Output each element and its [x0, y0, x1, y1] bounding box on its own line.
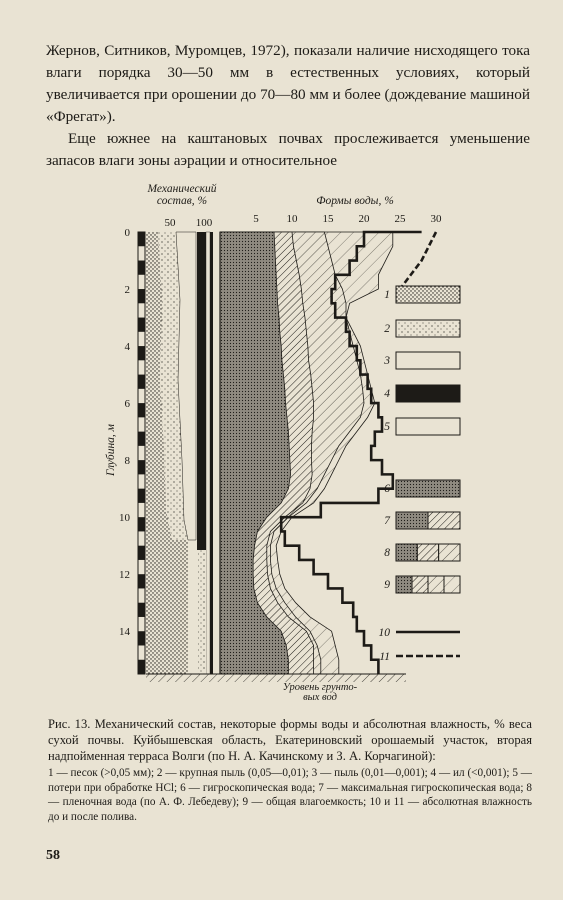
ruler-segment: [138, 660, 145, 674]
paragraph-1: Жернов, Ситников, Муромцев, 1972), показали наличие нисходящего тока влаги порядка 30—50 мм в естественных условиях, который увеличивается при орошении до 70—80 мм и более (дождевание машиной «Фрегат»).: [46, 42, 530, 125]
mech-label-line1: Механический: [147, 183, 217, 195]
depth-tick-label: 4: [124, 341, 130, 354]
paragraph-2: Еще южнее на каштановых почвах прослеживается уменьшение запасов влаги зоны аэрации и относительное: [46, 130, 530, 169]
ruler-segment: [138, 318, 145, 332]
legend-number: 5: [384, 421, 390, 433]
ruler-segment: [138, 289, 145, 303]
legend-swatch-part: [439, 544, 460, 561]
depth-tick-label: 0: [124, 227, 130, 239]
water-tick-label: 10: [286, 213, 298, 225]
legend-number: 7: [384, 515, 390, 527]
depth-tick-label: 14: [119, 626, 130, 639]
ruler-segment: [138, 489, 145, 503]
legend-number: 10: [378, 627, 390, 639]
groundwater-label-1: Уровень грунто-: [282, 682, 358, 693]
water-tick-label: 5: [253, 213, 259, 225]
caption-title: Рис. 13. Механический состав, некоторые формы воды и абсолютная влажность, % веса сухой почвы. Куйбышевская область, Екатериновский орошаемый участок, вторая надпойменная терраса Волги (по Н. А. Качинскому и З. А. Корчагиной):: [48, 717, 532, 763]
legend-swatch-part: [396, 544, 417, 561]
legend-swatch: [396, 352, 460, 369]
legend-swatch-part: [412, 576, 428, 593]
legend-swatch-part: [428, 512, 460, 529]
moisture-after-line: [400, 232, 436, 289]
ruler-segment: [138, 546, 145, 560]
legend-swatch-part: [417, 544, 438, 561]
silt-band: [197, 232, 206, 550]
mech-tick-label: 50: [164, 217, 176, 229]
legend-swatch: [396, 418, 460, 435]
groundwater-hatch: [146, 674, 406, 682]
depth-axis: [105, 227, 145, 674]
legend-number: 1: [384, 289, 390, 301]
ruler-segment: [138, 574, 145, 588]
depth-tick-label: 12: [119, 569, 130, 582]
mech-tick-labels: [165, 217, 213, 229]
ruler-segment: [138, 432, 145, 446]
water-forms-areas: [220, 232, 393, 674]
ruler-segment: [138, 603, 145, 617]
ruler-segment: [138, 403, 145, 417]
water-tick-label: 30: [430, 213, 442, 225]
legend-number: 6: [384, 483, 390, 495]
depth-tick-label: 2: [124, 284, 130, 297]
legend-number: 9: [384, 579, 390, 591]
body-text: [46, 40, 530, 172]
water-label: Формы воды, %: [316, 195, 394, 207]
figure-13: [100, 180, 480, 700]
mech-label-line2: состав, %: [156, 195, 208, 207]
ruler-segment: [138, 346, 145, 360]
water-tick-label: 15: [322, 213, 334, 225]
water-tick-label: 25: [394, 213, 406, 225]
water-tick-labels: [253, 213, 442, 225]
ruler-segment: [138, 261, 145, 275]
groundwater-label-2: вых вод: [303, 692, 337, 700]
legend-number: 3: [384, 355, 390, 367]
page-number: 58: [46, 848, 60, 863]
legend-number: 4: [384, 388, 390, 400]
ruler-segment: [138, 631, 145, 645]
legend-swatch-part: [444, 576, 460, 593]
soil-profile-chart: [100, 180, 480, 700]
lower-dust-band: [198, 550, 206, 674]
legend-swatch-part: [396, 576, 412, 593]
legend-swatch-part: [396, 512, 428, 529]
legend-swatch-part: [428, 576, 444, 593]
mechanical-composition-column: [146, 232, 213, 674]
legend-number: 2: [384, 323, 390, 335]
legend-swatch: [396, 320, 460, 337]
ruler-segment: [138, 460, 145, 474]
ruler-segment: [138, 232, 145, 246]
legend-number: 8: [384, 547, 390, 559]
depth-tick-label: 6: [124, 398, 130, 411]
depth-tick-label: 10: [119, 512, 130, 525]
legend-swatch: [396, 286, 460, 303]
ruler-segment: [138, 375, 145, 389]
legend-number: 11: [379, 651, 390, 663]
ruler-segment: [138, 517, 145, 531]
caption-legend: 1 — песок (>0,05 мм); 2 — крупная пыль (0,05—0,01); 3 — пыль (0,01—0,001); 4 — ил (<0,001); 5 — потери при обработке HCl; 6 — гигроскопическая вода; 7 — максимальная гигроскопическая вода; 8 — пленочная вода (по А. Ф. Лебедеву); 9 — общая влагоемкость; 10 и 11 — абсолютная влажность до и после полива.: [48, 767, 532, 823]
silt-line: [210, 232, 213, 674]
figure-caption: [48, 716, 532, 824]
water-tick-label: 20: [358, 213, 370, 225]
mech-tick-label: 100: [195, 217, 213, 229]
legend-swatch: [396, 385, 460, 402]
y-axis-label: Глубина, м: [105, 424, 117, 476]
hcl-losses-band: [206, 232, 210, 674]
depth-tick-label: 8: [124, 455, 130, 468]
legend-swatch: [396, 480, 460, 497]
